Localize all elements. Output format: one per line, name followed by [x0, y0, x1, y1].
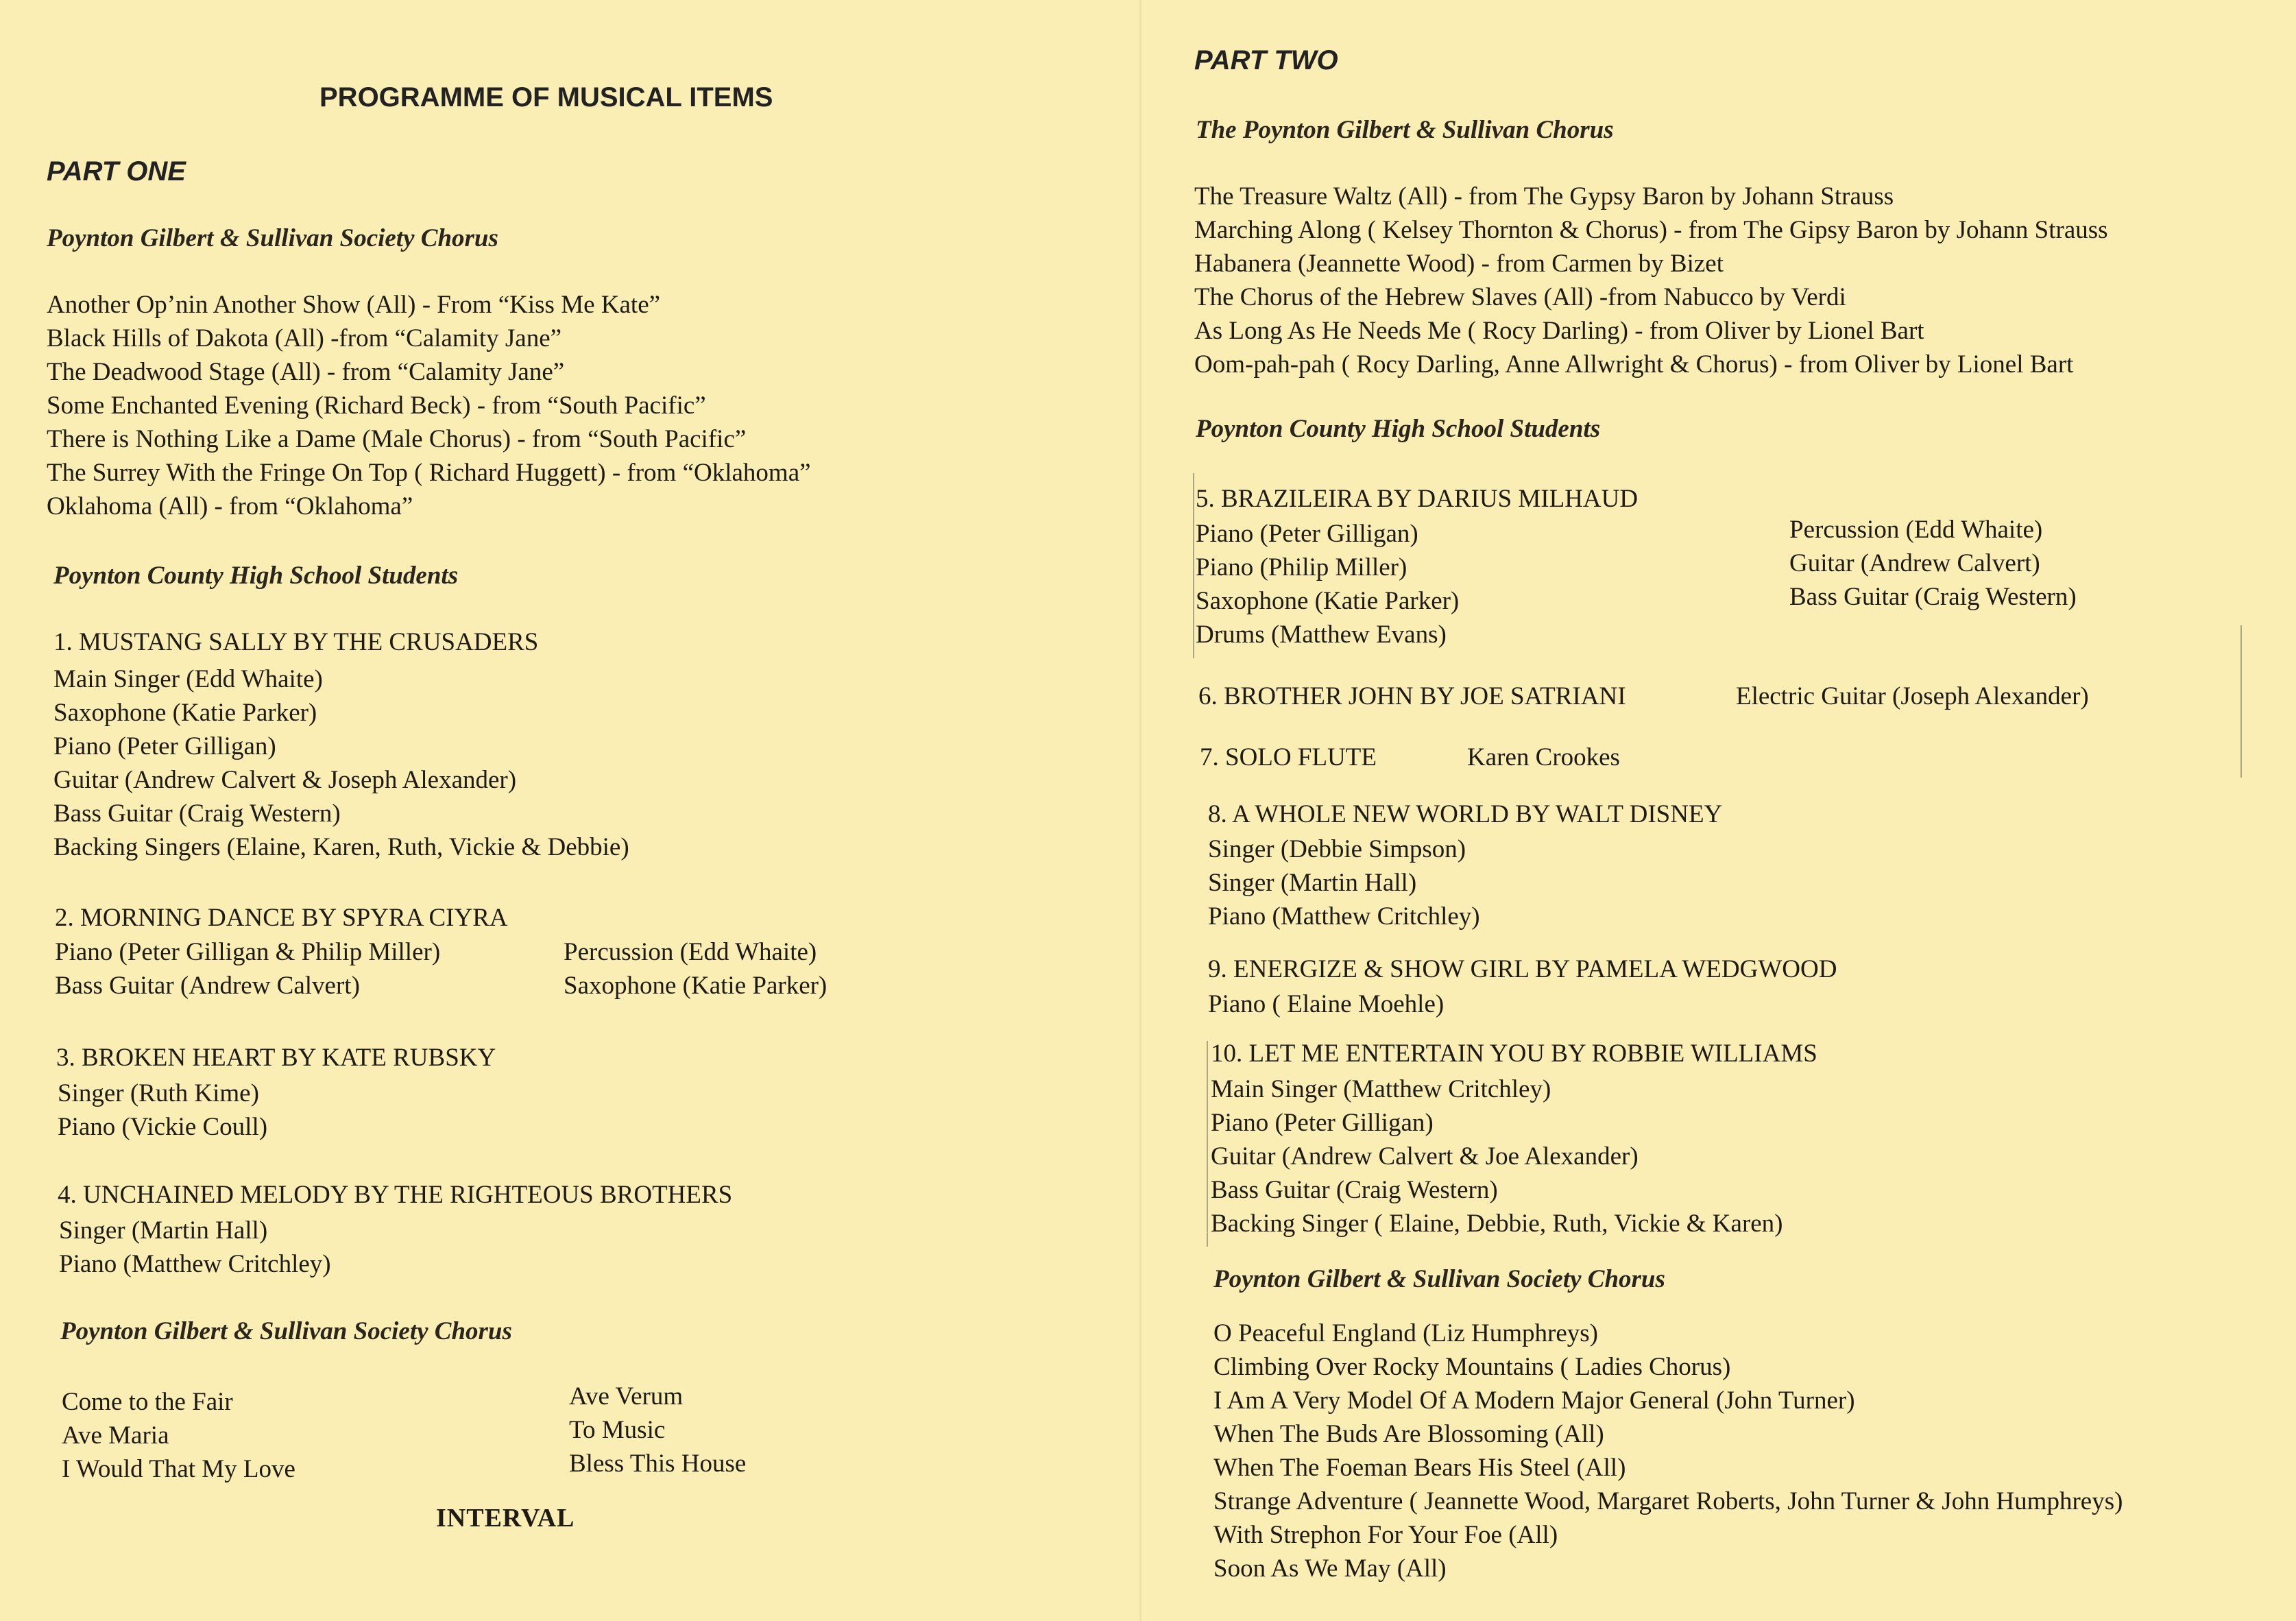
list-item: Bass Guitar (Craig Western): [53, 800, 341, 828]
margin-line: [1207, 1041, 1208, 1247]
item3-title: 3. BROKEN HEART BY KATE RUBSKY: [56, 1044, 496, 1072]
list-item: Oom-pah-pah ( Rocy Darling, Anne Allwright & Chorus) - from Oliver by Lionel Bart: [1194, 350, 2074, 379]
item6-performer: Electric Guitar (Joseph Alexander): [1736, 682, 2089, 710]
left-page: [0, 0, 1138, 1621]
list-item: Saxophone (Katie Parker): [53, 699, 317, 727]
list-item: When The Buds Are Blossoming (All): [1213, 1420, 1604, 1448]
gs-chorus-list-2-col1: [62, 1385, 295, 1486]
margin-line: [2240, 625, 2242, 778]
list-item: I Would That My Love: [62, 1455, 295, 1483]
list-item: Another Op’nin Another Show (All) - From “Kiss Me Kate”: [47, 291, 661, 319]
list-item: O Peaceful England (Liz Humphreys): [1213, 1319, 1598, 1347]
list-item: To Music: [569, 1416, 666, 1444]
list-item: Bass Guitar (Craig Western): [1211, 1176, 1498, 1204]
list-item: Black Hills of Dakota (All) -from “Calamity Jane”: [47, 324, 562, 352]
list-item: Piano (Peter Gilligan): [1211, 1109, 1434, 1137]
item4-title: 4. UNCHAINED MELODY BY THE RIGHTEOUS BROTHERS: [58, 1181, 733, 1209]
item5-performers-col1: [1196, 517, 1459, 651]
list-item: Some Enchanted Evening (Richard Beck) - from “South Pacific”: [47, 392, 706, 420]
list-item: Bass Guitar (Andrew Calvert): [55, 972, 360, 1000]
list-item: With Strephon For Your Foe (All): [1213, 1521, 1558, 1549]
list-item: Singer (Ruth Kime): [58, 1079, 259, 1107]
item9-performers: [1208, 987, 1444, 1021]
list-item: Ave Maria: [62, 1421, 169, 1450]
list-item: The Deadwood Stage (All) - from “Calamity Jane”: [47, 358, 565, 386]
gs-chorus-list: [47, 288, 811, 523]
list-item: Singer (Martin Hall): [59, 1216, 268, 1245]
list-item: Oklahoma (All) - from “Oklahoma”: [47, 492, 413, 520]
item4-performers: [59, 1214, 331, 1281]
list-item: Saxophone (Katie Parker): [1196, 587, 1460, 615]
list-item: Ave Verum: [569, 1382, 684, 1410]
list-item: Habanera (Jeannette Wood) - from Carmen by Bizet: [1194, 250, 1724, 278]
list-item: Piano ( Elaine Moehle): [1208, 990, 1445, 1018]
item3-performers: [58, 1077, 267, 1144]
school-students-heading: Poynton County High School Students: [53, 562, 459, 590]
item1-title: 1. MUSTANG SALLY BY THE CRUSADERS: [53, 628, 539, 656]
item6-title: 6. BROTHER JOHN BY JOE SATRIANI: [1198, 682, 1626, 710]
list-item: Backing Singers (Elaine, Karen, Ruth, Vickie & Debbie): [53, 833, 629, 861]
list-item: Piano (Philip Miller): [1196, 553, 1407, 581]
list-item: Percussion (Edd Whaite): [564, 938, 817, 966]
item9-title: 9. ENERGIZE & SHOW GIRL BY PAMELA WEDGWOOD: [1208, 955, 1837, 983]
list-item: I Am A Very Model Of A Modern Major General (John Turner): [1213, 1386, 1855, 1415]
item8-performers: [1208, 832, 1480, 933]
list-item: Guitar (Andrew Calvert & Joe Alexander): [1211, 1142, 1639, 1170]
list-item: Bless This House: [569, 1450, 747, 1478]
list-item: Marching Along ( Kelsey Thornton & Chorus) - from The Gipsy Baron by Johann Strauss: [1194, 216, 2108, 244]
gs-chorus-list-2-col2: [569, 1380, 746, 1480]
item2-performers-col1: [55, 935, 440, 1002]
list-item: Guitar (Andrew Calvert): [1789, 549, 2040, 577]
list-item: Piano (Peter Gilligan & Philip Miller): [55, 938, 441, 966]
item2-performers-col2: [564, 935, 827, 1002]
gs-chorus-heading: Poynton Gilbert & Sullivan Society Chorus: [47, 224, 498, 252]
list-item: Main Singer (Edd Whaite): [53, 665, 323, 693]
gs-chorus-heading-2: Poynton Gilbert & Sullivan Society Chorus: [1213, 1265, 1665, 1293]
interval-label: INTERVAL: [436, 1504, 575, 1533]
list-item: There is Nothing Like a Dame (Male Chorus) - from “South Pacific”: [47, 425, 747, 453]
margin-line: [1193, 473, 1194, 658]
list-item: Guitar (Andrew Calvert & Joseph Alexander): [53, 766, 517, 794]
item5-title: 5. BRAZILEIRA BY DARIUS MILHAUD: [1196, 485, 1639, 513]
list-item: Piano (Matthew Critchley): [59, 1250, 331, 1278]
list-item: When The Foeman Bears His Steel (All): [1213, 1454, 1626, 1482]
gs-chorus-list-2: [1213, 1317, 2123, 1585]
list-item: Come to the Fair: [62, 1388, 233, 1416]
item7-title: 7. SOLO FLUTE: [1200, 743, 1377, 771]
item10-performers: [1211, 1072, 1783, 1240]
list-item: Main Singer (Matthew Critchley): [1211, 1075, 1551, 1103]
part-one-heading: PART ONE: [47, 156, 186, 187]
list-item: Piano (Matthew Critchley): [1208, 902, 1480, 930]
item2-title: 2. MORNING DANCE BY SPYRA CIYRA: [55, 904, 508, 932]
list-item: Piano (Vickie Coull): [58, 1113, 268, 1141]
list-item: Strange Adventure ( Jeannette Wood, Margaret Roberts, John Turner & John Humphreys): [1213, 1487, 2123, 1515]
school-students-heading: Poynton County High School Students: [1196, 415, 1601, 443]
list-item: Singer (Martin Hall): [1208, 869, 1417, 897]
list-item: Saxophone (Katie Parker): [564, 972, 827, 1000]
list-item: Piano (Peter Gilligan): [53, 732, 276, 760]
gs-chorus-heading-2: Poynton Gilbert & Sullivan Society Chorus: [60, 1317, 512, 1345]
list-item: The Treasure Waltz (All) - from The Gypsy Baron by Johann Strauss: [1194, 182, 1894, 211]
part-two-heading: PART TWO: [1194, 45, 1338, 75]
programme-title: PROGRAMME OF MUSICAL ITEMS: [319, 82, 773, 112]
item7-performer: Karen Crookes: [1467, 743, 1620, 771]
list-item: Drums (Matthew Evans): [1196, 621, 1447, 649]
list-item: The Surrey With the Fringe On Top ( Richard Huggett) - from “Oklahoma”: [47, 459, 811, 487]
list-item: Singer (Debbie Simpson): [1208, 835, 1466, 863]
list-item: Percussion (Edd Whaite): [1789, 516, 2043, 544]
list-item: Backing Singer ( Elaine, Debbie, Ruth, Vickie & Karen): [1211, 1210, 1783, 1238]
list-item: As Long As He Needs Me ( Rocy Darling) - from Oliver by Lionel Bart: [1194, 317, 1924, 345]
list-item: Bass Guitar (Craig Western): [1789, 583, 2077, 611]
gs-chorus-list: [1194, 180, 2108, 381]
list-item: The Chorus of the Hebrew Slaves (All) -from Nabucco by Verdi: [1194, 283, 1846, 311]
list-item: Piano (Peter Gilligan): [1196, 520, 1418, 548]
list-item: Soon As We May (All): [1213, 1554, 1447, 1583]
list-item: Climbing Over Rocky Mountains ( Ladies Chorus): [1213, 1353, 1731, 1381]
gs-chorus-heading: The Poynton Gilbert & Sullivan Chorus: [1196, 116, 1614, 144]
right-page: [1138, 0, 2296, 1621]
item8-title: 8. A WHOLE NEW WORLD BY WALT DISNEY: [1208, 800, 1723, 828]
item5-performers-col2: [1789, 513, 2077, 614]
item10-title: 10. LET ME ENTERTAIN YOU BY ROBBIE WILLIAMS: [1211, 1040, 1817, 1068]
item1-performers: [53, 662, 629, 864]
